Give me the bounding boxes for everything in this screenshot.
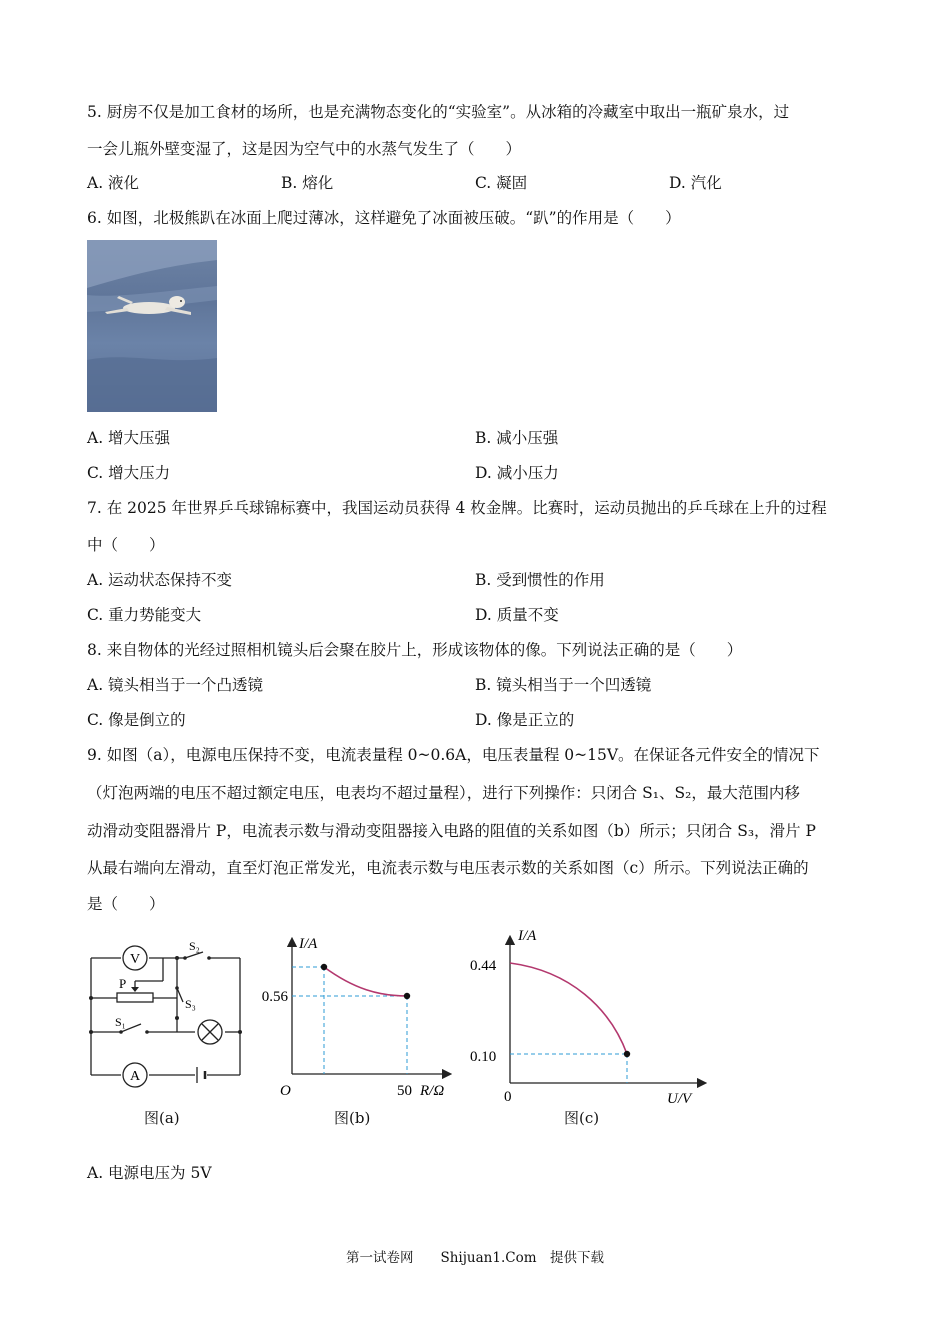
chart-c-ytick-bottom: 0.10 [470,1049,497,1065]
chart-c-curve [510,963,627,1054]
q8-stem-line1: 8. 来自物体的光经过照相机镜头后会聚在胶片上，形成该物体的像。下列说法正确的是（ ） [87,641,743,659]
fig-b-caption: 图(b) [334,1109,371,1127]
q5-option-d: D. 汽化 [669,174,722,192]
q9-option-a: A. 电源电压为 5V [87,1164,212,1182]
chart-c-origin: 0 [504,1089,512,1105]
ammeter-label: A [129,1069,141,1084]
q7-option-a: A. 运动状态保持不变 [87,571,233,589]
polar-bear-photo [87,240,217,412]
q8-option-b: B. 镜头相当于一个凹透镜 [475,676,652,694]
slider-label: P [119,976,127,991]
q7-option-c: C. 重力势能变大 [87,606,202,624]
q5-option-a: A. 液化 [87,174,140,192]
q9-stem-line3: 动滑动变阻器滑片 P，电流表示数与滑动变阻器接入电路的阻值的关系如图（b）所示；只闭合 S₃，滑片 P [87,822,816,840]
chart-b-point-start [321,964,327,970]
q7-option-b: B. 受到惯性的作用 [475,571,605,589]
q8-option-a: A. 镜头相当于一个凸透镜 [87,676,264,694]
q7-stem-line1: 7. 在 2025 年世界乒乓球锦标赛中，我国运动员获得 4 枚金牌。比赛时，运动员抛出的乒乓球在上升的过程 [87,499,827,517]
q5-option-b: B. 熔化 [281,174,334,192]
q8-option-d: D. 像是正立的 [475,711,575,729]
chart-b-origin: O [280,1083,291,1099]
polar-bear-illustration [87,240,217,412]
q9-stem-line1: 9. 如图（a），电源电压保持不变，电流表量程 0~0.6A，电压表量程 0~15V。在保证各元件安全的情况下 [87,746,820,764]
chart-b-ytick: 0.56 [261,989,288,1005]
q6-option-c: C. 增大压力 [87,464,171,482]
q6-option-b: B. 减小压强 [475,429,559,447]
chart-b-xlabel: R/Ω [420,1083,445,1099]
q9-stem-line4: 从最右端向左滑动，直至灯泡正常发光，电流表示数与电压表示数的关系如图（c）所示。下列说法正确的 [87,859,809,877]
q7-stem-line2: 中（ ） [87,536,165,554]
fig-a-caption: 图(a) [144,1109,180,1127]
chart-b-curve [324,967,407,996]
q6-option-d: D. 减小压力 [475,464,559,482]
q6-option-a: A. 增大压强 [87,429,171,447]
chart-b-point-end [404,993,410,999]
q9-stem-line5: 是（ ） [87,895,165,913]
q9-stem-line2: （灯泡两端的电压不超过额定电压，电表均不超过量程），进行下列操作：只闭合 S₁、S₂，最大范围内移 [87,784,800,802]
q5-stem-line2: 一会儿瓶外壁变湿了，这是因为空气中的水蒸气发生了（ ） [87,140,522,158]
q6-stem-line1: 6. 如图，北极熊趴在冰面上爬过薄冰，这样避免了冰面被压破。“趴”的作用是（ ） [87,209,681,227]
switch-s1-label: S₁ [115,1015,126,1029]
chart-c [462,918,712,1108]
chart-c-ylabel: I/A [518,928,537,944]
circuit-diagram [85,930,250,1090]
q7-option-d: D. 质量不变 [475,606,559,624]
fig-c-caption: 图(c) [564,1109,600,1127]
switch-s2-label: S₂ [189,939,200,953]
q5-stem-line1: 5. 厨房不仅是加工食材的场所，也是充满物态变化的“实验室”。从冰箱的冷藏室中取出一瓶矿泉水，过 [87,103,790,121]
switch-s3-label: S₃ [185,997,196,1011]
chart-c-xlabel: U/V [667,1091,692,1107]
chart-b-xtick: 50 [397,1083,412,1099]
q8-option-c: C. 像是倒立的 [87,711,186,729]
q5-option-c: C. 凝固 [475,174,528,192]
chart-c-ytick-top: 0.44 [470,958,497,974]
page-footer: 第一试卷网 Shijuan1.Com 提供下载 [345,1250,605,1266]
chart-b [252,922,457,1102]
voltmeter-label: V [129,952,141,967]
chart-c-point-end [624,1051,630,1057]
chart-b-ylabel: I/A [299,936,318,952]
